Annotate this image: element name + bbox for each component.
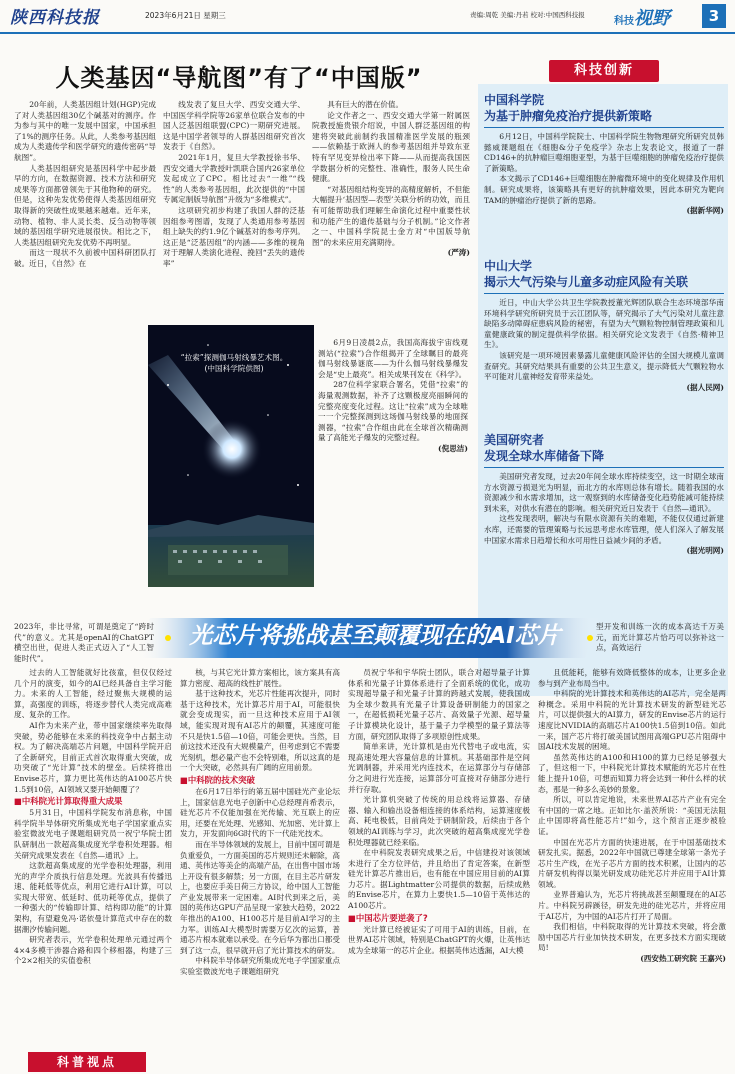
- paragraph: 该研究是一项环境因素暴露儿童健康风险评估的全国大规模儿童调查研究。其研究结果具有重要的公共卫生意义，提示降低大气颗粒物水平可能对儿童神经发育带来益处。: [484, 350, 724, 382]
- paragraph: 而这一现状不久前被中国科研团队打破。近日，《自然》在: [14, 248, 156, 268]
- subheading: ■中科院光计算取得重大成果: [14, 796, 123, 807]
- editor-credits: 责编:周乾 美编:丹若 校对:中国西科技报: [470, 11, 585, 19]
- paragraph: 中国在光芯片方面的快速进展，在于中国基础技术研发扎实。据悉，2022年中国就已尊建全球第一条光子芯片生产线，在光子芯片方面的技术积累，让国内的芯片研发机构得以渠光研发成功硅光芯片并应用于AI计算领域。: [538, 837, 726, 889]
- article2-headline: 光芯片将挑战甚至颠覆现在的AI芯片: [189, 623, 561, 649]
- sidebar-item-1: [484, 92, 724, 250]
- paragraph: 光计算已经被证实了可用于AI的训练，目前，在世界AI芯片领域，特别是ChatGPT的火爆，让英伟达成为全球第一的芯片企业。根据英伟达透漏，AI大模: [348, 924, 530, 955]
- section-label-science-view: 科普视点: [28, 1052, 146, 1072]
- sidebar-item-2-body: [484, 298, 724, 428]
- article2-intro-left: [14, 622, 154, 666]
- paragraph: 287位科学家联合署名，凭借“拉索”的海量观测数据，补齐了这颗极度亮丽瞬间的完整亮度变化过程。这让“拉索”成为全球唯一一个完整探测到这场伽马射线暴的地面探测器，“拉索”合作组由此在全球首次精确测量了高能光子爆发的完整过程。: [318, 380, 468, 443]
- paragraph: 而在半导体领域的发展上，目前中国可谓是负重爱负，一方面美国的芯片规则还未解除，高通、英伟达等美企的高端产品，在出售中国市场上开设有很多解禁；另一方面，在目主芯片研发上，也要应手美日荷三方协议，给中国人工智能产业发展带来一定困难。AI时代到来之后，美国的英伟达GPU产品呈现一家独大趋势，2022年推出的A100、H100芯片是目前AI学习的主力军。训练AI大模型时需要万亿次的运算，普通芯片根本就难以承受。在今后华为都出口都受到了这一点，很早就开启了光计算技术的研发。: [180, 839, 340, 955]
- paragraph: 6月12日，中国科学院院士、中国科学院生物物理研究所研究员韩懿威课题组在《细胞&分子免疫学》杂志上发表论文，报道了一群CD146+的抗肿瘤巨噬细胞亚型，为基于巨噬细胞的肿瘤免疫治疗提供了新策略。: [484, 132, 724, 173]
- paragraph: 中科院的光计算技术和英伟达的AI芯片，完全是两种概念。采用中科院的光计算技术研发的新型硅光芯片，可以提供强大的AI算力，研发的Envise芯片的运行速度比NVIDIA的高端芯片A100快1.5倍到10倍。如此一来，国产芯片将打破美国试图用高端GPU芯片阻碍中国AI技术发展的困境。: [538, 689, 726, 752]
- paragraph: 简单来讲，光计算机是由光代替电子或电流，实现高速处理大容量信息的计算机。其基础部件是空间光调制器，并采用光内连技术，在运算部分与存储部分之间进行光连接，运算部分可直接对存储部分进行并行存取。: [348, 742, 530, 794]
- photo-caption-text: “拉索”探测伽马射线暴艺术图。: [180, 353, 288, 362]
- paragraph: 这项研究初步构建了我国人群的泛基因组参考图谱，发现了人类通用参考基因组上缺失的约1.9亿个碱基对的参考序列。这正是“泛基因组”的内涵——多维的视角对于理解人类演化进程、挽回“丢失的遗传率”: [163, 205, 305, 268]
- paragraph: 所以，可以肯定地说，未来世界AI芯片产业有完全有中国的一席之地。正如比尔·盖茨所说：“美国无法阻止中国即将高性能芯片!”如今，这个预言正逐步被验证。: [538, 795, 726, 836]
- author-credit: (西安热工研究院 王嘉兴): [640, 954, 726, 964]
- paragraph: 本文揭示了CD146+巨噬细胞在肿瘤微环境中的变化规律及作用机制。研究成果将，该策略具有更好的抗肿瘤效果，因此本研究为靶向TAM的肿瘤治疗提供了新的思路。: [484, 174, 724, 205]
- newspaper-logo: 陕西科技报: [10, 8, 100, 28]
- page-number: 3: [702, 4, 726, 28]
- paragraph: 过去的人工智能就好比孩童，但仅仅经过几个月的演变，如今的AI已经具备自主学习能力。未来的人工智能，经过聚焦大规模的运算，高强度的训练，将逐步替代人类完成高难度、复杂的工作。: [14, 668, 172, 720]
- section-title: [614, 4, 670, 30]
- article1-column-1: [14, 100, 156, 340]
- paragraph: 这些发现表明，解决与有限水资源有关的难题，不能仅仅通过新建水库，还需要的管理策略与长远思考虑水库管理，使人们深入了解发展中国家水需求日趋增长和水可用性日益减少间的矛盾。: [484, 514, 724, 545]
- paragraph: AI作为未来产业，带中国家继续率先取得突破，势必能够在未来的科技竞争中占据主动权。为了解决高端芯片问题，中国科学院开启了全新研究，目前正式首次取得重大突破，成功突破了“光计算”技术的壁垒。后续将推出Envise芯片，算力更比英伟达的A100芯片快1.5到10倍，AI领域又要开始颠覆了？: [14, 720, 172, 794]
- paragraph: 业界普遍认为，光芯片将挑战甚至颠覆现在的AI芯片。中科院另辟蹊径，研发先进的硅光芯片，并将应用于AI芯片，为中国的AI芯片打开了局面。: [538, 890, 726, 921]
- sidebar-item-1-body: [484, 132, 724, 250]
- paragraph: 近日，中山大学公共卫生学院教授董光辉团队联合生态环境部华南环境科学研究所研究员于云江团队等，研究揭示了大气污染对儿童注意缺陷多动障碍症患病风险的秘密，有望为大气颗粒物控制管理政策和儿童健康政策的制定提供科学依据。相关研究论文发表于《自然·精神卫生》。: [484, 298, 724, 350]
- subheading: ■中科院的技术突破: [180, 774, 255, 785]
- article2-column-1: [14, 668, 172, 1050]
- article2-column-3: [348, 668, 530, 1068]
- paragraph: 员祝宁华和宇华院士团队，联合对超导量子计算体系和光量子计算体系进行了全面系统的优化，成功实现超导量子和光量子计算的跨越式发展，使我国成为全球少数具有光量子计算设备研制能力的国家之一，在超低损耗光量子芯片、高效量子光源、超导量子计算模块化设计，基于量子力学模型的量子算法等方面，研究团队取得了多项原创性成果。: [348, 668, 530, 741]
- paragraph: 5月31日，中国科学院发布消息称，中国科学院半导体研究所集成光电子学国家重点实验室微波光电子课题组研究员一祝宁华院士团队研制出一款超高集成度光学卷积处理器。相关研究成果发表在《自然—通讯》上。: [14, 808, 172, 860]
- paragraph: 光计算机突破了传统的用总线将运算器、存储器、输入和输出设备相连接的体系结构，运算速度极高、耗电极低，目前尚处于研制阶段，后续由于各个领域的AI训练与学习，此次突破的超高集成度光学卷积处理器就已经来临。: [348, 795, 530, 847]
- author-credit: (据人民网): [686, 382, 724, 392]
- paragraph: 研究者表示，光学卷积处理单元通过两个4×4多模干涉器合路和四个移相器，构建了三个2×2相关的实值卷积: [14, 935, 172, 966]
- section-title-part2: 视野: [634, 8, 670, 29]
- article2-column-2: [180, 668, 340, 1068]
- sidebar-item-2: [484, 258, 724, 428]
- article2-intro-left-text: 2023年，非比寻常，可谓是奠定了“跨时代”的意义。尤其是openAI的ChatGPT横空出世，促进人类正式迈入了“人工智能时代”。: [14, 622, 154, 663]
- masthead-divider: [0, 32, 735, 34]
- sidebar-title: 科技创新: [549, 60, 659, 82]
- sidebar-item-2-rule: [484, 293, 724, 294]
- sidebar-item-1-headline: 为基于肿瘤免疫治疗提供新策略: [484, 109, 653, 123]
- author-credit: (倪思洁): [438, 443, 468, 453]
- paragraph: 核，与其它光计算方案相比，该方案具有高算力密度、超高的线性扩展性。: [180, 668, 340, 688]
- paragraph: 这款超高集成度的光学卷积处理器，利用光的声学介质执行信息处理。光波具有传播迅速、能耗低等优点，利用它进行AI计算，可以实现大带宽、低延时、低功耗等优点，提供了一种强大的“传输即计算、结构即功能”的计算架构，有望避免冯·诺依曼计算范式中存在的数据潮汐传输问题。: [14, 861, 172, 934]
- paragraph: 我们相信，中科院取得的光计算技术突破，将会激励中国芯片行业加快技术研发，在更多技术方面实现破局!: [538, 922, 726, 953]
- paragraph: 美国研究者发现，过去20年间全球水库持续变空，这一时期全球南方水资源亏损退光为明显，而北方的水库则总体有增长。随着我国的水资源减少和水需求增加，这一观察到的水库储备变化趋势能减可能持续到未来，对供水有潜在的影响。相关研究近日发表于《自然—通讯》。: [484, 472, 724, 513]
- paragraph: 20年前，人类基因组计划(HGP)完成了对人类基因组30亿个碱基对的测序。作为参与其中的唯一发展中国家，中国承担了1%的测序任务。从此，人类参考基因组成为人类遗传学和医学研究的遗传密码“导航图”。: [14, 100, 156, 162]
- paragraph: 在中科院发表研究成果之后，中信建投对该领域未进行了全方位评估，并且给出了肯定答案，在新型硅光计算芯片推出后，也有能在中国应用目前的AI算力芯片。据Lightmatter公司提供的数据，后续成熟的Envise芯片，在算力上要快1.5—10倍于英伟达的A100芯片。: [348, 848, 530, 911]
- article1-headline: 人类基因“导航图”有了“中国版”: [55, 64, 423, 92]
- sidebar-item-3-org: 美国研究者: [484, 433, 545, 447]
- article1-column-3: [312, 100, 470, 340]
- author-credit: (严涛): [447, 248, 470, 258]
- photo-story-text: [318, 338, 468, 600]
- photo-caption: [154, 352, 314, 374]
- sidebar-item-3-headline: 发现全球水库储备下降: [484, 449, 605, 463]
- article1-column-2: [163, 100, 305, 330]
- masthead: [0, 0, 735, 40]
- subheading: ■中国芯片要逆袭了?: [348, 912, 428, 923]
- article2-intro-right: [596, 622, 724, 666]
- sidebar-item-3-body: [484, 472, 724, 632]
- author-credit: (据光明网): [686, 546, 724, 556]
- sidebar-item-3: [484, 432, 724, 632]
- author-credit: (据新华网): [686, 206, 724, 216]
- article2-column-4: [538, 668, 726, 1068]
- section-title-part1: 科技: [614, 16, 634, 27]
- issue-date: 2023年6月21日 星期三: [145, 11, 226, 20]
- article2-intro-right-text: 型开发和训练一次的成本高达千万美元，而光计算芯片恰巧可以弥补这一点，高效运行: [596, 622, 724, 653]
- paragraph: 中科院半导体研究所集成光电子学国家重点实验室微波光电子课题组研究: [180, 956, 340, 977]
- paragraph: 6月9日凌晨2点，我国高海拔宇宙线观测站(“拉索”)合作组揭开了全球瞩目的最亮伽马射线暴谜底——为什么伽马射线暴爆发会是“史上最亮”。相关成果刊发在《科学》。: [318, 338, 468, 379]
- paragraph: 虽然英伟达的A100和H100的算力已经足够强大了，但这相一下，中科院光计算技术赋能的光芯片在性能上提升10倍，可想而知算力将会达到一种什么样的状态，那是一种多么美妙的景象。: [538, 752, 726, 794]
- paragraph: “对基因组结构变异的高精度解析，不但能大幅提升‘基因型—表型’关联分析的功效，而且有可能帮助我们理解生命演化过程中重要性状和功能产生的遗传基础与分子机制。”论文作者之一、中国科学院昆士金方对“中国版导航图”的未来应用充满期待。: [312, 184, 470, 247]
- burst-glow: [202, 419, 262, 479]
- paragraph: 具有巨大的潜在价值。: [327, 100, 404, 109]
- paragraph: 在6月17日举行的第五届中国硅光产业论坛上，国家信息光电子创新中心总经理肖希表示，硅光芯片不仅能加强在光传输、光互联上的应用，还要在光处理、光感知、光加密、光计算上发力，开发面向6G时代的下一代硅光技术。: [180, 786, 340, 839]
- paragraph: 2021年1月，复旦大学教授徐书华、西安交通大学教授叶凯联合国内26家单位发起成立了CPC。相比过去“一维”“线性”的人类参考基因组，此次提供的“中国专属定制版导航图”升级为“多维模式”。: [163, 152, 305, 205]
- paragraph: 论文作者之一、西安交通大学第一附属医院教授施贵银介绍说，中国人群泛基因组的构建将突破此前制约我国精准医学发展的瓶颈——依赖基于欧洲人的参考基因组并导致东亚特有罕见变异检出率下降——从而提高我国医学数据分析的完整性、准确性，服务人民生命健康。: [312, 110, 470, 184]
- paragraph: 人类基因组研究是基因科学中起步最早的方向，在数据资源、技术方法和研究成果等方面都曾领先于其他物种的研究。但是，这种先发优势使得人类基因组研究取得新的突破性成果越来越难。近年来，动物、植物、非人灵长类、反刍动物等领域的基因组学研究进展很快。相比之下，人类基因组研究先发优势不再明显。: [14, 163, 156, 247]
- paragraph: 线发表了复旦大学、西安交通大学、中国医学科学院等26家单位联合发布的中国人泛基因组联盟(CPC)一期研究进展。这是中国学者领导的人群基因组研究首次发表于《自然》。: [163, 100, 305, 152]
- sidebar-item-2-headline: 揭示大气污染与儿童多动症风险有关联: [484, 275, 689, 289]
- sidebar-item-2-org: 中山大学: [484, 259, 533, 273]
- sidebar-item-1-rule: [484, 127, 724, 128]
- paragraph: 且低能耗，能够有效降低整体的成本，让更多企业参与到产业布局当中。: [538, 668, 726, 688]
- sidebar-item-1-org: 中国科学院: [484, 93, 545, 107]
- photo-credit: (中国科学院供图): [204, 364, 264, 373]
- sidebar-item-3-rule: [484, 467, 724, 468]
- paragraph: 基于这种技术，光芯片性能再次提升，同时基于这种技术，光计算芯片用于AI，可能很快就会变成现实，而一旦这种技术应用于AI领域，能实现对现有AI芯片的颠覆，其速度可能不只是快1.5倍—10倍，可能会更快。当然，目前这技术还没有大规模量产，但考虑到它不需要光刻机，想必量产也不会特别难，所以这真的是一个大突破，必然具有广阔的应用前景。: [180, 689, 340, 773]
